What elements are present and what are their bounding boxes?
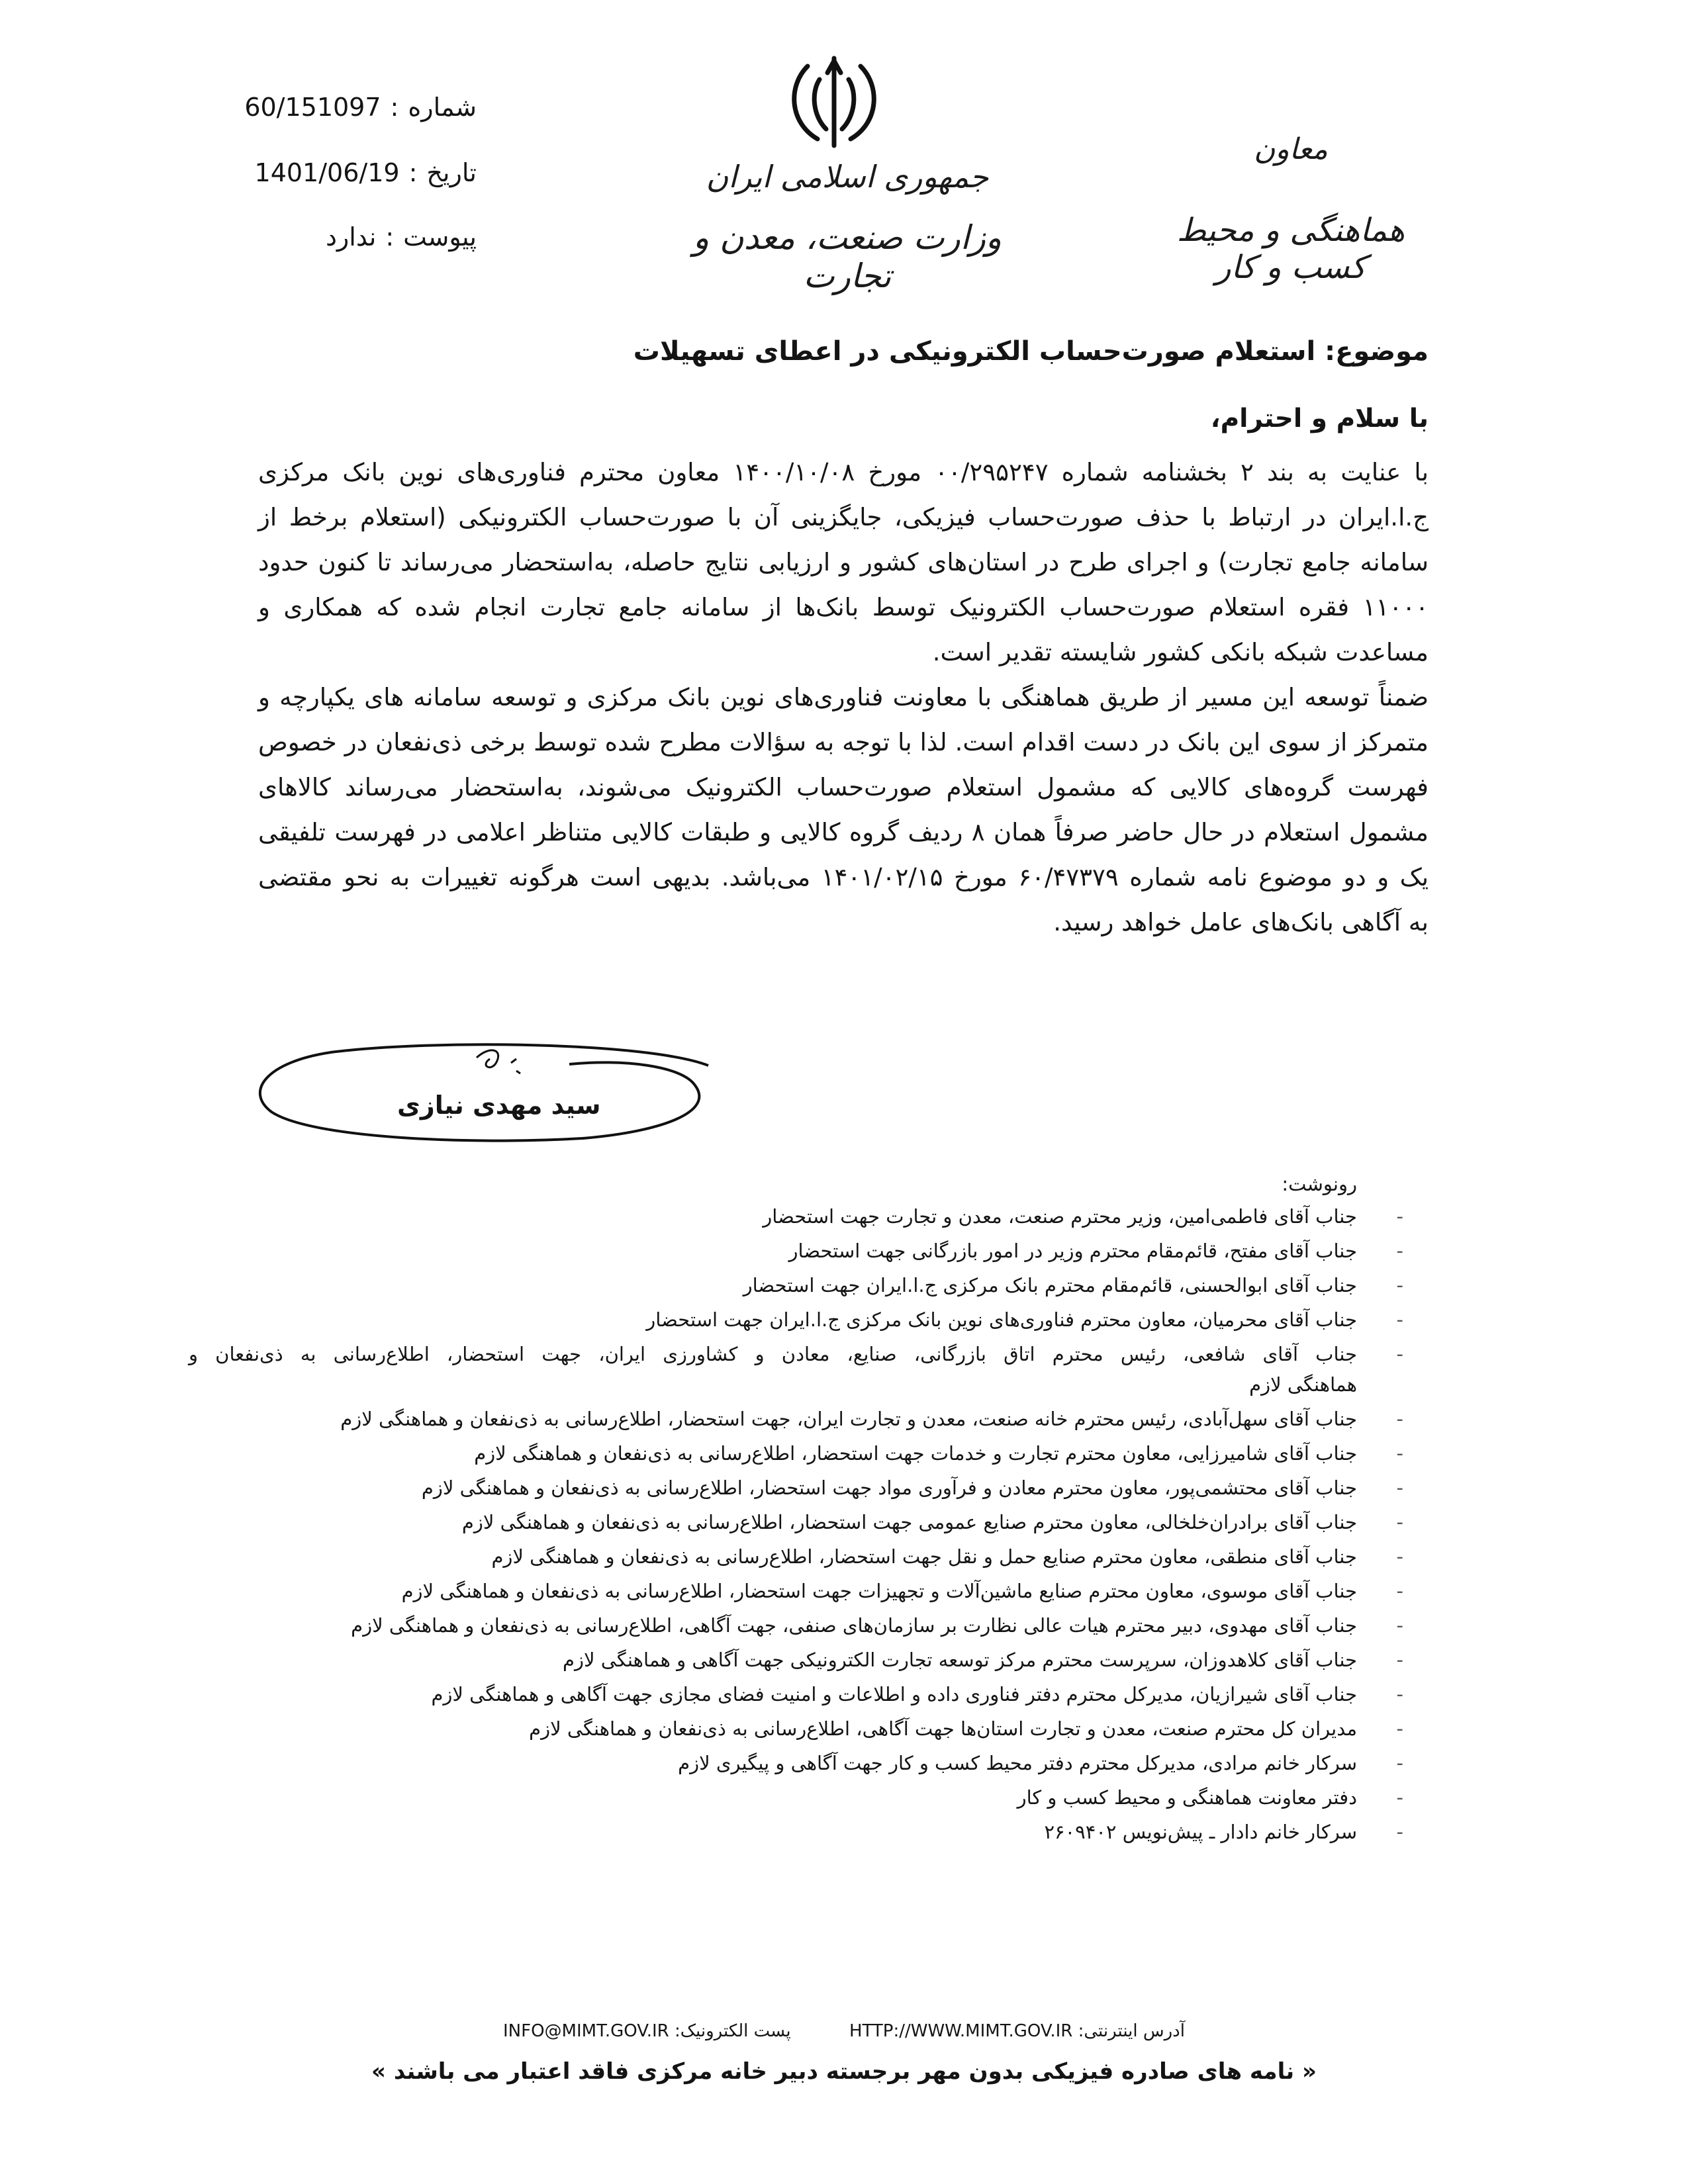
cc-item-text: سرکار خانم مرادی، مدیرکل محترم دفتر محیط کسب و کار جهت آگاهی و پیگیری لازم (678, 1752, 1357, 1774)
cc-dash: - (1396, 1442, 1403, 1465)
letter-subject: موضوع: استعلام صورت‌حساب الکترونیکی در اعطای تسهیلات (633, 336, 1429, 367)
cc-item-text: جناب آقای برادران‌خلخالی، معاون محترم صنایع عمومی جهت استحضار، اطلاع‌رسانی به ذی‌نفعان و هماهنگی لازم (461, 1511, 1357, 1533)
cc-item (189, 1505, 1403, 1539)
cc-item (189, 1199, 1403, 1234)
cc-dash: - (1396, 1545, 1403, 1568)
body-line: ۱۱۰۰۰ فقره استعلام صورت‌حساب الکترونیک توسط بانک‌ها از سامانه جامع تجارت انجام شده که همکاری و (258, 593, 1429, 621)
cc-item (189, 1436, 1403, 1471)
cc-item-text: جناب آقای مفتح، قائم‌مقام محترم وزیر در امور بازرگانی جهت استحضار (788, 1240, 1357, 1262)
cc-dash: - (1396, 1308, 1403, 1331)
cc-dash: - (1396, 1683, 1403, 1706)
body-line: به آگاهی بانک‌های عامل خواهد رسید. (1053, 908, 1429, 936)
cc-item (189, 1574, 1403, 1608)
footer-website-label: :آدرس اینترنتی (1078, 2021, 1185, 2041)
footer-website-group (849, 2021, 1185, 2041)
cc-item-text: دفتر معاونت هماهنگی و محیط کسب و کار (1017, 1786, 1357, 1809)
cc-dash: - (1396, 1274, 1403, 1297)
cc-item-continuation (189, 1367, 1357, 1402)
country-name: جمهوری اسلامی ایران (706, 159, 989, 195)
letter-date-value: 1401/06/19 (254, 158, 400, 187)
cc-item-text: جناب آقای کلاهدوزان، سرپرست محترم مرکز توسعه تجارت الکترونیکی جهت آگاهی و هماهنگی لازم (563, 1649, 1357, 1671)
body-line: ج.ا.ایران در ارتباط با حذف صورت‌حساب فیزیکی، جایگزینی آن با صورت‌حساب الکترونیکی (استعلام برخط از (258, 503, 1429, 531)
cc-dash: - (1396, 1752, 1403, 1774)
cc-item (189, 1608, 1403, 1643)
department-name: هماهنگی و محیط کسب و کار (1176, 212, 1405, 286)
cc-dash: - (1396, 1240, 1403, 1262)
cc-dash: - (1396, 1580, 1403, 1602)
department-title: معاون (1254, 132, 1328, 166)
cc-item-text: جناب آقای شیرازیان، مدیرکل محترم دفتر فناوری داده و اطلاعات و امنیت فضای مجازی جهت آگاهی و هماهنگی لازم (431, 1683, 1357, 1706)
cc-item-text: جناب آقای مهدوی، دبیر محترم هیات عالی نظارت بر سازمان‌های صنفی، جهت آگاهی، اطلاع‌رسانی به ذی‌نفعان و هماهنگی لازم (351, 1614, 1357, 1637)
signature-name: سید مهدی نیازی (397, 1091, 601, 1120)
body-line: ضمناً توسعه این مسیر از طریق هماهنگی با معاونت فناوری‌های نوین بانک مرکزی و توسعه سامانه های یکپارچه و (258, 683, 1429, 711)
footer-email-label: :پست الکترونیک (675, 2021, 791, 2041)
meta-separator: : (390, 93, 399, 122)
cc-item-text: جناب آقای محتشمی‌پور، معاون محترم معادن و فرآوری مواد جهت استحضار، اطلاع‌رسانی به ذی‌نفعان و هماهنگی لازم (421, 1477, 1357, 1499)
cc-item-text: جناب آقای منطقی، معاون محترم صنایع حمل و نقل جهت استحضار، اطلاع‌رسانی به ذی‌نفعان و هماهنگی لازم (491, 1545, 1357, 1568)
cc-item (189, 1711, 1403, 1746)
cc-dash: - (1396, 1821, 1403, 1843)
cc-item-text: جناب آقای شافعی، رئیس محترم اتاق بازرگانی، صنایع، معادن و کشاورزی ایران، جهت استحضار، اطلاع‌رسانی به ذی‌نفعان و (189, 1343, 1357, 1365)
cc-item (189, 1471, 1403, 1505)
cc-item-text: جناب آقای ابوالحسنی، قائم‌مقام محترم بانک مرکزی ج.ا.ایران جهت استحضار (743, 1274, 1357, 1297)
cc-item (189, 1815, 1403, 1849)
cc-item-text: سرکار خانم دادار ـ پیش‌نویس ۲۶۰۹۴۰۲ (1044, 1821, 1357, 1843)
footer-website[interactable]: HTTP://WWW.MIMT.GOV.IR (849, 2021, 1073, 2041)
ministry-name: وزارت صنعت، معدن و تجارت (693, 218, 1002, 295)
letter-number-row (199, 91, 477, 123)
body-line: سامانه جامع تجارت) و اجرای طرح در استان‌های کشور و ارزیابی نتایج حاصله، به‌استحضار می‌رساند تا کنون حدود (258, 548, 1429, 576)
body-line: متمرکز از سوی این بانک در دست اقدام است. لذا با توجه به سؤالات مطرح شده توسط برخی ذی‌نفعان در خصوص (258, 728, 1429, 756)
cc-item (189, 1268, 1403, 1302)
body-line: یک و دو موضوع نامه شماره ۶۰/۴۷۳۷۹ مورخ ۱۴۰۱/۰۲/۱۵ می‌باشد. بدیهی است هرگونه تغییرات به نحو مقتضی (258, 863, 1429, 891)
cc-item (189, 1337, 1403, 1371)
footer-validity-note: « نامه های صادره فیزیکی بدون مهر برجسته دبیر خانه مرکزی فاقد اعتبار می باشند » (371, 2058, 1317, 2085)
meta-separator: : (385, 222, 395, 251)
cc-dash: - (1396, 1717, 1403, 1740)
footer-contact (503, 2021, 1185, 2041)
cc-item-text: جناب آقای فاطمی‌امین، وزیر محترم صنعت، معدن و تجارت جهت استحضار (763, 1205, 1357, 1228)
cc-dash: - (1396, 1343, 1403, 1365)
cc-dash: - (1396, 1205, 1403, 1228)
cc-item-text: مدیران کل محترم صنعت، معدن و تجارت استان‌ها جهت آگاهی، اطلاع‌رسانی به ذی‌نفعان و هماهنگی لازم (529, 1717, 1357, 1740)
meta-separator: : (408, 158, 418, 187)
letter-number-value: 60/151097 (244, 93, 381, 122)
cc-dash: - (1396, 1786, 1403, 1809)
letter-attachment-value: ندارد (326, 222, 377, 251)
letter-date-label: تاریخ (426, 158, 477, 187)
cc-item-text: جناب آقای سهل‌آبادی، رئیس محترم خانه صنعت، معدن و تجارت ایران، جهت استحضار، اطلاع‌رسانی به ذی‌نفعان و هماهنگی لازم (340, 1408, 1357, 1430)
letter-number-label: شماره (408, 93, 477, 122)
iran-emblem-icon (781, 53, 887, 152)
cc-item (189, 1234, 1403, 1268)
cc-dash: - (1396, 1614, 1403, 1637)
cc-dash: - (1396, 1477, 1403, 1499)
body-line: مشمول استعلام در حال حاضر صرفاً همان ۸ ردیف گروه کالایی و طبقات کالایی متناظر اعلامی در فهرست تلفیقی (258, 818, 1429, 846)
letter-greeting: با سلام و احترام، (1210, 404, 1429, 433)
letter-meta (199, 91, 477, 123)
cc-item-text: جناب آقای محرمیان، معاون محترم فناوری‌های نوین بانک مرکزی ج.ا.ایران جهت استحضار (646, 1308, 1357, 1331)
cc-dash: - (1396, 1511, 1403, 1533)
letter-attachment-row (199, 221, 477, 253)
cc-dash: - (1396, 1649, 1403, 1671)
cc-item (189, 1643, 1403, 1677)
cc-item (189, 1402, 1403, 1436)
footer-email-group (503, 2021, 791, 2041)
letter-attachment-label: پیوست (403, 222, 477, 251)
letter-date-block (199, 157, 477, 189)
cc-item-text: جناب آقای موسوی، معاون محترم صنایع ماشین‌آلات و تجهیزات جهت استحضار، اطلاع‌رسانی به ذی‌نفعان و هماهنگی لازم (401, 1580, 1357, 1602)
cc-item (189, 1780, 1403, 1815)
body-line: فهرست گروه‌های کالایی که مشمول استعلام صورت‌حساب الکترونیک می‌شوند، به‌استحضار می‌رساند کالاهای (258, 773, 1429, 801)
cc-dash: - (1396, 1408, 1403, 1430)
cc-item-text: هماهنگی لازم (1249, 1373, 1357, 1396)
cc-item-text: جناب آقای شامیرزایی، معاون محترم تجارت و خدمات جهت استحضار، اطلاع‌رسانی به ذی‌نفعان و هماهنگی لازم (474, 1442, 1357, 1465)
cc-item (189, 1302, 1403, 1337)
cc-item (189, 1746, 1403, 1780)
cc-item (189, 1539, 1403, 1574)
cc-item (189, 1677, 1403, 1711)
letter-attachment-block (199, 221, 477, 253)
cc-title: رونوشت: (1282, 1173, 1357, 1195)
footer-email[interactable]: INFO@MIMT.GOV.IR (503, 2021, 669, 2041)
body-line: مساعدت شبکه بانکی کشور شایسته تقدیر است. (932, 638, 1429, 666)
letter-date-row (199, 157, 477, 189)
body-line: با عنایت به بند ۲ بخشنامه شماره ۰۰/۲۹۵۲۴۷ مورخ ۱۴۰۰/۱۰/۰۸ معاون محترم فناوری‌های نوین بانک مرکزی (258, 458, 1429, 486)
